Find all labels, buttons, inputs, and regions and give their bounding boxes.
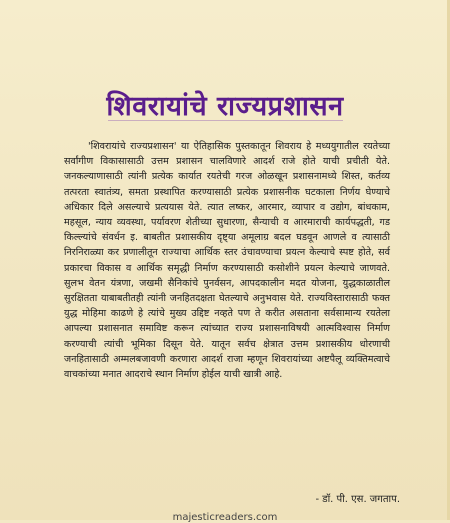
website-watermark: majesticreaders.com [172, 512, 278, 523]
author-signature: - डॉ. पी. एस. जगताप. [315, 494, 400, 505]
blurb-paragraph: 'शिवरायांचे राज्यप्रशासन' या ऐतिहासिक पुस्तकातून शिवराय हे मध्ययुगातील रयतेच्या सर्वांगीण विकासासाठी उत्तम प्रशासन चालविणारे आदर्श राजे होते याची प्रचीती येते. जनकल्याणासाठी त्यांनी प्रत्येक कार्यात रयतेची गरज ओळखून प्रशासनामध्ये शिस्त, कर्तव्य तत्परता स्वातंत्र्य, समता प्रस्थापित करण्यासाठी प्रत्येक प्रशासनीक घटकाला निर्णय घेण्याचे अधिकार दिले असल्याचे प्रत्ययास येते. त्यात लष्कर, आरमार, व्यापार व उद्योग, बांधकाम, महसूल, न्याय व्यवस्था, पर्यावरण शेतीच्या सुधारणा, सैन्याची व आरमाराची कार्यपद्धती, गड किल्ल्यांचे संवर्धन इ. बाबतीत प्रशासकीय दृष्ट्या अमूलाग्र बदल घडवून आणले व त्यासाठी निरनिराळ्या कर प्रणालीतून राज्याचा आर्थिक स्तर उंचावण्याचा प्रयत्न केल्याचे स्पष्ट होते, सर्व प्रकारचा विकास व आर्थिक समृद्धी निर्माण करण्यासाठी कसोशीने प्रयत्न केल्याचे जाणवते. सुलभ वेतन यंत्रणा, जखमी सैनिकांचे पुनर्वसन, आपदकालीन मदत योजना, युद्धकाळातील सुरक्षितता याबाबतीतही त्यांनी जनहितदक्षता घेतल्याचे अनुभवास येते. राज्यविस्तारासाठी फक्त युद्ध मोहिमा काढणे हे त्यांचे मुख्य उद्दिष्ट नव्हते पण ते करीत असताना सर्वसामान्य रयतेला आपल्या प्रशासनात समाविष्ट करून त्यांच्यात राज्य प्रशासनाविषयी आत्मविश्वास निर्माण करण्याची त्यांची भूमिका दिसून येते. यातून सर्वच क्षेत्रात उत्तम प्रशासकीय धोरणाची जनहितासाठी अम्मलबजावणी करणारा आदर्श राजा म्हणून शिवरायांच्या अष्टपैलू व्यक्तिमत्वाचे वाचकांच्या मनात आदराचे स्थान निर्माण होईल याची खात्री आहे. [64, 141, 390, 381]
book-title: शिवरायांचे राज्यप्रशासन [106, 91, 344, 122]
title-divider [108, 120, 343, 121]
